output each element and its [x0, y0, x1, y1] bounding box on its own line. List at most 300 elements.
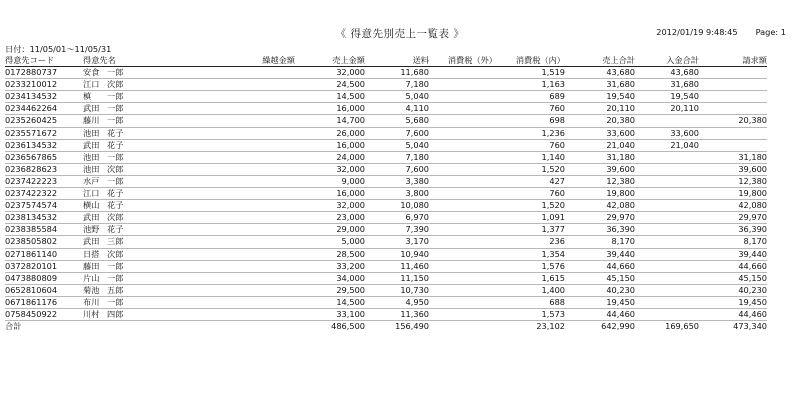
totals-sales-total: 642,990: [565, 321, 635, 333]
sales-amount: 16,000: [295, 188, 365, 200]
customer-first-name: 次郎: [107, 79, 124, 90]
carryover-amount: [223, 67, 295, 79]
billing-amount: 40,230: [699, 284, 767, 296]
customer-last-name: 安食: [83, 67, 100, 78]
sales-amount: 28,500: [295, 248, 365, 260]
customer-code: 0652810604: [5, 284, 83, 296]
customer-name: [83, 188, 223, 200]
table-row: [5, 163, 767, 175]
shipping: 10,940: [365, 248, 429, 260]
tax-excluded: [429, 91, 497, 103]
customer-last-name: 池田: [83, 151, 100, 162]
payment-total: [635, 248, 699, 260]
customer-last-name: 江口: [83, 188, 100, 199]
customer-name: [83, 127, 223, 139]
customer-code: 0238385584: [5, 224, 83, 236]
table-row: [5, 67, 767, 79]
tax-excluded: [429, 175, 497, 187]
shipping: 11,680: [365, 67, 429, 79]
customer-first-name: 次郎: [107, 163, 124, 174]
customer-last-name: 片山: [83, 272, 100, 283]
customer-first-name: 一郎: [107, 115, 124, 126]
customer-code: 0236567865: [5, 151, 83, 163]
table-row: [5, 175, 767, 187]
customer-first-name: 一郎: [107, 175, 124, 186]
customer-first-name: 花子: [107, 200, 124, 211]
payment-total: [635, 151, 699, 163]
sales-total: 8,170: [565, 236, 635, 248]
shipping: 3,800: [365, 188, 429, 200]
shipping: 7,600: [365, 163, 429, 175]
tax-included: 427: [497, 175, 565, 187]
sales-total: 21,040: [565, 139, 635, 151]
report-title: 《 得意先別売上一覧表 》: [335, 28, 465, 40]
sales-total: 19,540: [565, 91, 635, 103]
customer-name: [83, 103, 223, 115]
table-row: [5, 296, 767, 308]
tax-included: 1,140: [497, 151, 565, 163]
sales-amount: 34,000: [295, 272, 365, 284]
tax-included: 1,519: [497, 67, 565, 79]
customer-first-name: 一郎: [107, 260, 124, 271]
shipping: 10,730: [365, 284, 429, 296]
billing-amount: 42,080: [699, 200, 767, 212]
totals-payment-total: 169,650: [635, 321, 699, 333]
sales-total: 44,660: [565, 260, 635, 272]
sales-amount: 14,700: [295, 115, 365, 127]
payment-total: [635, 236, 699, 248]
customer-code: 0172880737: [5, 67, 83, 79]
page-number: Page: 1: [755, 27, 786, 37]
customer-code: 0236828623: [5, 163, 83, 175]
shipping: 3,170: [365, 236, 429, 248]
customer-name: [83, 175, 223, 187]
sales-total: 20,110: [565, 103, 635, 115]
customer-first-name: 一郎: [107, 151, 124, 162]
customer-last-name: 藤川: [83, 115, 100, 126]
tax-excluded: [429, 115, 497, 127]
customer-code: 0236134532: [5, 139, 83, 151]
table-row: [5, 248, 767, 260]
totals-label: 合計: [5, 321, 83, 333]
shipping: 5,040: [365, 139, 429, 151]
shipping: 7,390: [365, 224, 429, 236]
payment-total: [635, 212, 699, 224]
customer-code: 0233210012: [5, 79, 83, 91]
customer-last-name: 武田: [83, 236, 100, 247]
tax-excluded: [429, 163, 497, 175]
shipping: 11,360: [365, 308, 429, 320]
customer-first-name: 花子: [107, 139, 124, 150]
tax-included: 698: [497, 115, 565, 127]
payment-total: 20,110: [635, 103, 699, 115]
table-row: [5, 224, 767, 236]
carryover-amount: [223, 224, 295, 236]
sales-amount: 33,100: [295, 308, 365, 320]
customer-first-name: 五郎: [107, 284, 124, 295]
carryover-amount: [223, 139, 295, 151]
col-header-code: 得意先コード: [5, 55, 83, 67]
customer-name: [83, 115, 223, 127]
table-row: [5, 308, 767, 320]
customer-name: [83, 260, 223, 272]
customer-name: [83, 296, 223, 308]
tax-included: 1,354: [497, 248, 565, 260]
table-row: [5, 200, 767, 212]
table-row: [5, 127, 767, 139]
totals-row: [5, 321, 767, 333]
tax-excluded: [429, 272, 497, 284]
tax-included: 1,573: [497, 308, 565, 320]
tax-included: 236: [497, 236, 565, 248]
tax-excluded: [429, 103, 497, 115]
customer-name: [83, 308, 223, 320]
tax-excluded: [429, 308, 497, 320]
payment-total: 33,600: [635, 127, 699, 139]
tax-included: 1,400: [497, 284, 565, 296]
sales-total: 19,800: [565, 188, 635, 200]
shipping: 4,110: [365, 103, 429, 115]
customer-first-name: 花子: [107, 127, 124, 138]
customer-last-name: 川村: [83, 308, 100, 319]
tax-excluded: [429, 236, 497, 248]
sales-amount: 32,000: [295, 200, 365, 212]
customer-first-name: 次郎: [107, 248, 124, 259]
table-row: [5, 272, 767, 284]
payment-total: [635, 200, 699, 212]
billing-amount: [699, 127, 767, 139]
shipping: 5,680: [365, 115, 429, 127]
tax-included: 689: [497, 91, 565, 103]
table-row: [5, 284, 767, 296]
print-info: [656, 27, 786, 37]
carryover-amount: [223, 91, 295, 103]
customer-first-name: 一郎: [107, 272, 124, 283]
sales-amount: 29,500: [295, 284, 365, 296]
sales-amount: 32,000: [295, 163, 365, 175]
customer-first-name: 三郎: [107, 236, 124, 247]
customer-name: [83, 91, 223, 103]
billing-amount: 12,380: [699, 175, 767, 187]
table-row: [5, 103, 767, 115]
payment-total: [635, 296, 699, 308]
carryover-amount: [223, 248, 295, 260]
sales-amount: 14,500: [295, 91, 365, 103]
payment-total: [635, 284, 699, 296]
tax-included: 760: [497, 139, 565, 151]
sales-amount: 24,000: [295, 151, 365, 163]
sales-amount: 33,200: [295, 260, 365, 272]
customer-last-name: 武田: [83, 212, 100, 223]
customer-last-name: 日搭: [83, 248, 100, 259]
tax-excluded: [429, 67, 497, 79]
billing-amount: [699, 67, 767, 79]
customer-code: 0271861140: [5, 248, 83, 260]
totals-name-cell: [83, 321, 223, 333]
customer-first-name: 一郎: [107, 103, 124, 114]
payment-total: 43,680: [635, 67, 699, 79]
carryover-amount: [223, 175, 295, 187]
table-row: [5, 236, 767, 248]
payment-total: 31,680: [635, 79, 699, 91]
sales-total: 43,680: [565, 67, 635, 79]
customer-code: 0473880809: [5, 272, 83, 284]
payment-total: [635, 188, 699, 200]
col-header-sales: 売上金額: [295, 55, 365, 67]
billing-amount: [699, 91, 767, 103]
billing-amount: 44,460: [699, 308, 767, 320]
totals-billing: 473,340: [699, 321, 767, 333]
customer-last-name: 武田: [83, 139, 100, 150]
customer-name: [83, 272, 223, 284]
billing-amount: 19,450: [699, 296, 767, 308]
col-header-shipping: 送料: [365, 55, 429, 67]
tax-excluded: [429, 79, 497, 91]
payment-total: [635, 224, 699, 236]
sales-amount: 14,500: [295, 296, 365, 308]
table-row: [5, 79, 767, 91]
shipping: 3,380: [365, 175, 429, 187]
carryover-amount: [223, 79, 295, 91]
customer-name: [83, 224, 223, 236]
customer-name: [83, 151, 223, 163]
sales-total: 44,460: [565, 308, 635, 320]
payment-total: [635, 175, 699, 187]
billing-amount: 8,170: [699, 236, 767, 248]
tax-excluded: [429, 151, 497, 163]
customer-code: 0235260425: [5, 115, 83, 127]
tax-included: 1,520: [497, 200, 565, 212]
table-row: [5, 115, 767, 127]
customer-code: 0758450922: [5, 308, 83, 320]
customer-name: [83, 163, 223, 175]
tax-included: 1,091: [497, 212, 565, 224]
customer-code: 0237422223: [5, 175, 83, 187]
customer-first-name: 花子: [107, 224, 124, 235]
totals-shipping: 156,490: [365, 321, 429, 333]
carryover-amount: [223, 115, 295, 127]
billing-amount: 45,150: [699, 272, 767, 284]
col-header-sales-total: 売上合計: [565, 55, 635, 67]
shipping: 7,180: [365, 151, 429, 163]
tax-included: 1,377: [497, 224, 565, 236]
sales-table: [5, 55, 767, 332]
billing-amount: [699, 139, 767, 151]
sales-amount: 23,000: [295, 212, 365, 224]
sales-amount: 26,000: [295, 127, 365, 139]
tax-excluded: [429, 224, 497, 236]
shipping: 11,150: [365, 272, 429, 284]
carryover-amount: [223, 296, 295, 308]
carryover-amount: [223, 308, 295, 320]
customer-name: [83, 284, 223, 296]
sales-total: 39,600: [565, 163, 635, 175]
sales-amount: 16,000: [295, 139, 365, 151]
customer-last-name: 池野: [83, 224, 100, 235]
tax-included: 1,520: [497, 163, 565, 175]
sales-total: 40,230: [565, 284, 635, 296]
customer-code: 0238134532: [5, 212, 83, 224]
table-row: [5, 91, 767, 103]
payment-total: 21,040: [635, 139, 699, 151]
customer-code: 0234462264: [5, 103, 83, 115]
table-row: [5, 139, 767, 151]
table-row: [5, 260, 767, 272]
carryover-amount: [223, 188, 295, 200]
sales-total: 42,080: [565, 200, 635, 212]
shipping: 4,950: [365, 296, 429, 308]
tax-excluded: [429, 284, 497, 296]
carryover-amount: [223, 212, 295, 224]
col-header-payment-total: 入金合計: [635, 55, 699, 67]
tax-excluded: [429, 296, 497, 308]
sales-amount: 9,000: [295, 175, 365, 187]
shipping: 7,600: [365, 127, 429, 139]
sales-amount: 29,000: [295, 224, 365, 236]
sales-total: 19,450: [565, 296, 635, 308]
billing-amount: 39,440: [699, 248, 767, 260]
sales-total: 33,600: [565, 127, 635, 139]
shipping: 11,460: [365, 260, 429, 272]
sales-total: 31,180: [565, 151, 635, 163]
customer-first-name: 一郎: [107, 296, 124, 307]
tax-excluded: [429, 188, 497, 200]
billing-amount: 19,800: [699, 188, 767, 200]
customer-last-name: 水戸: [83, 175, 100, 186]
customer-code: 0237574574: [5, 200, 83, 212]
customer-first-name: 一郎: [107, 91, 124, 102]
carryover-amount: [223, 236, 295, 248]
customer-code: 0238505802: [5, 236, 83, 248]
carryover-amount: [223, 151, 295, 163]
print-datetime: 2012/01/19 9:48:45: [656, 27, 738, 37]
tax-included: 1,236: [497, 127, 565, 139]
customer-name: [83, 139, 223, 151]
tax-included: 760: [497, 103, 565, 115]
tax-included: 1,163: [497, 79, 565, 91]
customer-first-name: 花子: [107, 188, 124, 199]
payment-total: 19,540: [635, 91, 699, 103]
customer-last-name: 江口: [83, 79, 100, 90]
billing-amount: 44,660: [699, 260, 767, 272]
totals-sales: 486,500: [295, 321, 365, 333]
shipping: 6,970: [365, 212, 429, 224]
sales-amount: 32,000: [295, 67, 365, 79]
payment-total: [635, 115, 699, 127]
payment-total: [635, 272, 699, 284]
customer-code: 0671861176: [5, 296, 83, 308]
customer-first-name: 次郎: [107, 212, 124, 223]
tax-included: 688: [497, 296, 565, 308]
customer-last-name: 布川: [83, 296, 100, 307]
billing-amount: 20,380: [699, 115, 767, 127]
sales-amount: 5,000: [295, 236, 365, 248]
col-header-billing: 請求額: [699, 55, 767, 67]
col-header-tax-excluded: 消費税（外）: [429, 55, 497, 67]
customer-name: [83, 200, 223, 212]
billing-amount: 29,970: [699, 212, 767, 224]
header-row: [5, 55, 767, 67]
customer-name: [83, 212, 223, 224]
tax-included: 1,615: [497, 272, 565, 284]
tax-excluded: [429, 127, 497, 139]
totals-carryover: [223, 321, 295, 333]
totals-tax-excluded: [429, 321, 497, 333]
table-row: [5, 188, 767, 200]
payment-total: [635, 308, 699, 320]
customer-last-name: 池田: [83, 127, 100, 138]
carryover-amount: [223, 284, 295, 296]
billing-amount: [699, 79, 767, 91]
payment-total: [635, 260, 699, 272]
payment-total: [635, 163, 699, 175]
tax-excluded: [429, 139, 497, 151]
date-range: 日付：11/05/01～11/05/31: [5, 44, 112, 54]
tax-included: 760: [497, 188, 565, 200]
totals-tax-included: 23,102: [497, 321, 565, 333]
tax-excluded: [429, 212, 497, 224]
customer-name: [83, 79, 223, 91]
customer-code: 0235571672: [5, 127, 83, 139]
customer-last-name: 横山: [83, 200, 100, 211]
shipping: 10,080: [365, 200, 429, 212]
carryover-amount: [223, 127, 295, 139]
customer-code: 0237422322: [5, 188, 83, 200]
customer-first-name: 四郎: [107, 308, 124, 319]
carryover-amount: [223, 103, 295, 115]
sales-total: 31,680: [565, 79, 635, 91]
sales-total: 20,380: [565, 115, 635, 127]
billing-amount: 39,600: [699, 163, 767, 175]
tax-excluded: [429, 260, 497, 272]
billing-amount: 36,390: [699, 224, 767, 236]
customer-code: 0234134532: [5, 91, 83, 103]
sales-amount: 16,000: [295, 103, 365, 115]
col-header-carryover: 繰越金額: [223, 55, 295, 67]
billing-amount: 31,180: [699, 151, 767, 163]
customer-name: [83, 236, 223, 248]
sales-total: 39,440: [565, 248, 635, 260]
col-header-name: 得意先名: [83, 55, 223, 67]
table-row: [5, 212, 767, 224]
customer-last-name: 槙: [83, 91, 92, 102]
carryover-amount: [223, 272, 295, 284]
col-header-tax-included: 消費税（内）: [497, 55, 565, 67]
customer-name: [83, 67, 223, 79]
tax-excluded: [429, 200, 497, 212]
customer-code: 0372820101: [5, 260, 83, 272]
sales-total: 29,970: [565, 212, 635, 224]
billing-amount: [699, 103, 767, 115]
carryover-amount: [223, 260, 295, 272]
sales-total: 45,150: [565, 272, 635, 284]
carryover-amount: [223, 163, 295, 175]
customer-name: [83, 248, 223, 260]
sales-amount: 24,500: [295, 79, 365, 91]
tax-included: 1,576: [497, 260, 565, 272]
carryover-amount: [223, 200, 295, 212]
sales-total: 12,380: [565, 175, 635, 187]
table-body: [5, 67, 767, 321]
customer-last-name: 池田: [83, 163, 100, 174]
shipping: 5,040: [365, 91, 429, 103]
tax-excluded: [429, 248, 497, 260]
customer-last-name: 武田: [83, 103, 100, 114]
sales-total: 36,390: [565, 224, 635, 236]
table-row: [5, 151, 767, 163]
customer-first-name: 一郎: [107, 67, 124, 78]
customer-last-name: 藤田: [83, 260, 100, 271]
